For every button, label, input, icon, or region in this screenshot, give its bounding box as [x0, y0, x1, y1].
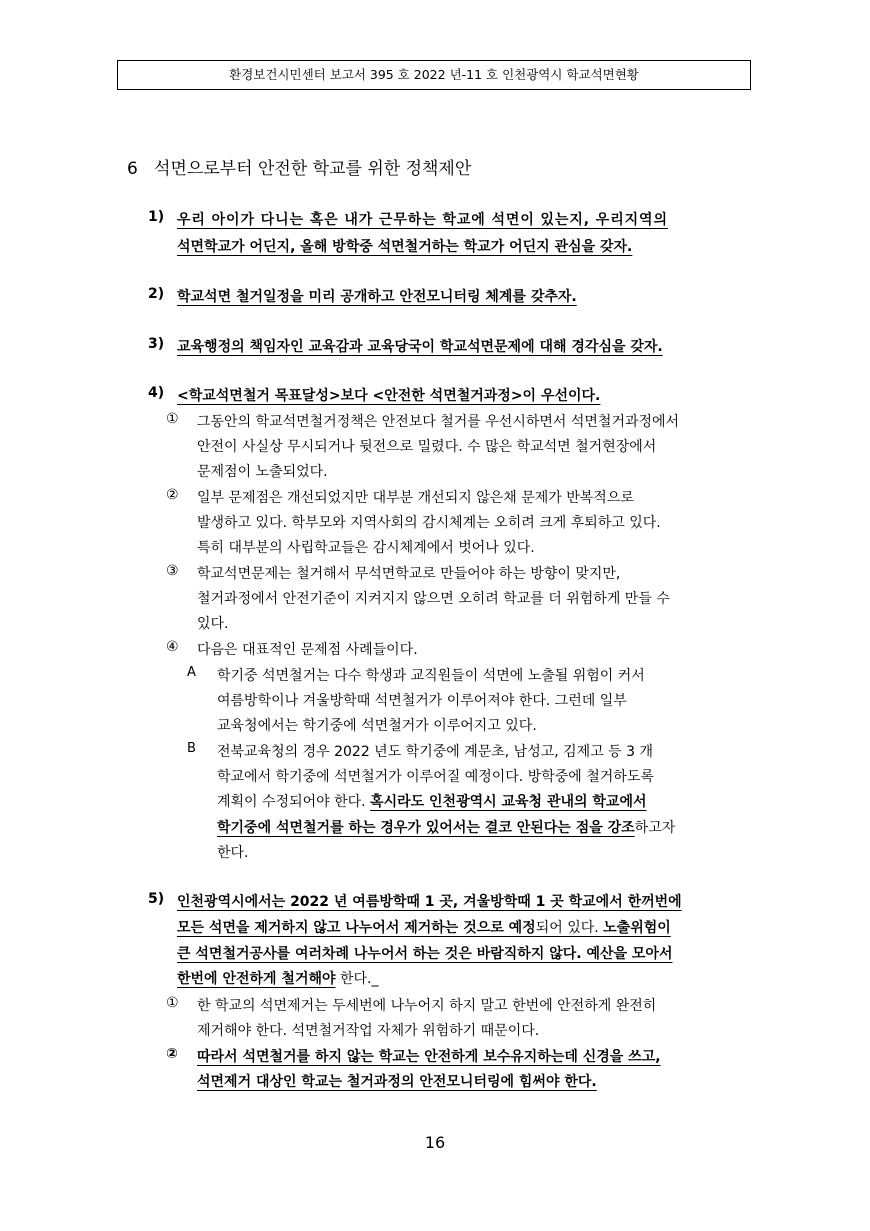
case-letter: B [187, 741, 196, 756]
page-number: 16 [424, 1133, 446, 1152]
item-5-line-2-plain: 되어 있다. [535, 920, 604, 936]
item-4-3-line-2: 철거과정에서 안전기준이 지켜지지 않으면 오히려 학교를 더 위험하게 만들 수 [197, 591, 670, 607]
case-b-line-3-emphasis: 혹시라도 인천광역시 교육청 관내의 학교에서 [370, 794, 647, 810]
case-b-line-3-plain: 계획이 수정되어야 한다. [217, 794, 371, 810]
item-4-3-line-3: 있다. [197, 616, 229, 632]
case-a-line-2: 여름방학이나 겨울방학때 석면철거가 이루어져야 한다. 그런데 일부 [217, 693, 627, 709]
circled-number: ③ [166, 563, 179, 579]
item-number: 2) [148, 286, 165, 302]
item-4-2-line-2: 발생하고 있다. 학부모와 지역사회의 감시체계는 오히려 크게 후퇴하고 있다. [197, 515, 661, 531]
report-header: 환경보건시민센터 보고서 395 호 2022 년-11 호 인천광역시 학교석면현황 [117, 60, 751, 90]
item-5-line-2-emphasis: 모든 석면을 제거하지 않고 나누어서 제거하는 것으로 예정 [177, 920, 536, 936]
item-4-2-line-1: 일부 문제점은 개선되었지만 대부분 개선되지 않은채 문제가 반복적으로 [197, 490, 634, 506]
item-5-line-4-emphasis: 한번에 안전하게 철거해야 [177, 971, 336, 987]
item-4-4-line-1: 다음은 대표적인 문제점 사례들이다. [197, 642, 418, 658]
item-number: 5) [148, 891, 165, 907]
item-5-line-2-emphasis-2: 노출위험이 [603, 920, 671, 936]
item-4-1-line-1: 그동안의 학교석면철거정책은 안전보다 철거를 우선시하면서 석면철거과정에서 [197, 414, 680, 430]
item-4-1-line-2: 안전이 사실상 무시되거나 뒷전으로 밀렸다. 수 많은 학교석면 철거현장에서 [197, 439, 657, 455]
item-5-1-line-1: 한 학교의 석면제거는 두세번에 나누어지 하지 말고 한번에 안전하게 완전히 [197, 998, 657, 1014]
case-a-line-3: 교육청에서는 학기중에 석면철거가 이루어지고 있다. [217, 718, 537, 734]
case-b-line-4-emphasis: 학기중에 석면철거를 하는 경우가 있어서는 결코 안된다는 점을 강조 [217, 820, 635, 836]
item-5-1-line-2: 제거해야 한다. 석면철거작업 자체가 위험하기 때문이다. [197, 1023, 540, 1039]
case-b-line-5: 한다. [217, 845, 249, 861]
circled-number: ② [166, 1046, 178, 1062]
item-3-line-1: 교육행정의 책임자인 교육감과 교육당국이 학교석면문제에 대해 경각심을 갖자. [177, 339, 663, 355]
item-5-line-3: 큰 석면철거공사를 여러차례 나누어서 하는 것은 바람직하지 않다. 예산을 모아서 [177, 946, 673, 962]
case-a-line-1: 학기중 석면철거는 다수 학생과 교직원들이 석면에 노출될 위험이 커서 [217, 668, 645, 684]
item-4-3-line-1: 학교석면문제는 철거해서 무석면학교로 만들어야 하는 방향이 맞지만, [197, 566, 621, 582]
case-b-line-1: 전북교육청의 경우 2022 년도 학기중에 계문초, 남성고, 김제고 등 3 개 [217, 744, 654, 760]
case-b-line-4-plain: 하고자 [634, 820, 676, 836]
item-4-1-line-3: 문제점이 노출되었다. [197, 464, 328, 480]
circled-number: ① [166, 411, 179, 427]
case-b-line-2: 학교에서 학기중에 석면철거가 이루어질 예정이다. 방학중에 철거하도록 [217, 769, 654, 785]
circled-number: ④ [166, 639, 179, 655]
item-5-line-2 [177, 917, 671, 937]
item-5-line-4-plain: 한다._ [335, 971, 379, 987]
case-b-line-4 [217, 817, 675, 837]
case-b-line-3 [217, 791, 647, 811]
item-number: 3) [148, 336, 165, 352]
item-1-line-1: 우리 아이가 다니는 혹은 내가 근무하는 학교에 석면이 있는지, 우리지역의 [177, 212, 668, 228]
item-4-2-line-3: 특히 대부분의 사립학교들은 감시체계에서 벗어나 있다. [197, 540, 535, 556]
case-letter: A [187, 665, 196, 680]
item-number: 4) [148, 385, 165, 401]
item-5-2-line-1: 따라서 석면철거를 하지 않는 학교는 안전하게 보수유지하는데 신경을 쓰고, [197, 1049, 661, 1065]
item-2-line-1: 학교석면 철거일정을 미리 공개하고 안전모니터링 체계를 갖추자. [177, 289, 577, 305]
item-5-line-4 [177, 968, 378, 988]
item-5-2-line-2: 석면제거 대상인 학교는 철거과정의 안전모니터링에 힘써야 한다. [197, 1074, 597, 1090]
item-number: 1) [148, 209, 165, 225]
circled-number: ② [166, 487, 179, 503]
item-4-line-1: <학교석면철거 목표달성>보다 <안전한 석면철거과정>이 우선이다. [177, 388, 601, 404]
item-5-line-1: 인천광역시에서는 2022 년 여름방학때 1 곳, 겨울방학때 1 곳 학교에서 한꺼번에 [177, 894, 682, 910]
section-title [127, 154, 471, 179]
circled-number: ① [166, 995, 179, 1011]
section-number: 6 [127, 159, 138, 179]
section-heading: 석면으로부터 안전한 학교를 위한 정책제안 [154, 159, 472, 179]
item-1-line-2: 석면학교가 어딘지, 올해 방학중 석면철거하는 학교가 어딘지 관심을 갖자. [177, 239, 633, 255]
